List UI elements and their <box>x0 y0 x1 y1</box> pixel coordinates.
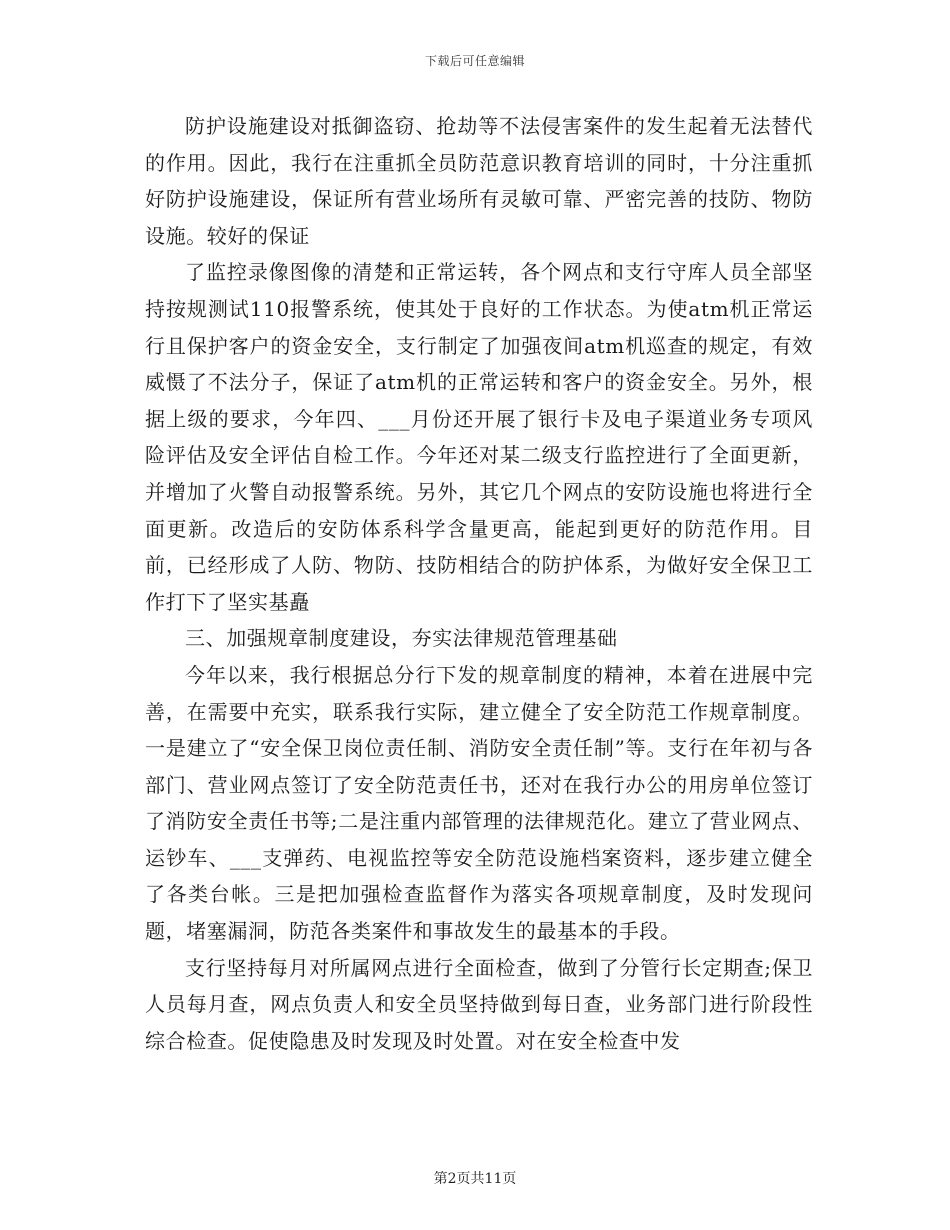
document-body <box>145 108 813 1059</box>
page-number-footer: 第2页共11页 <box>433 1171 517 1187</box>
paragraph-3: 今年以来，我行根据总分行下发的规章制度的精神，本着在进展中完善，在需要中充实，联系我行实际，建立健全了安全防范工作规章制度。一是建立了“安全保卫岗位责任制、消防安全责任制”等。支行在年初与各部门、营业网点签订了安全防范责任书，还对在我行办公的用房单位签订了消防安全责任书等;二是注重内部管理的法律规范化。建立了营业网点、运钞车、___支弹药、电视监控等安全防范设施档案资料，逐步建立健全了各类台帐。三是把加强检查监督作为落实各项规章制度，及时发现问题，堵塞漏洞，防范各类案件和事故发生的最基本的手段。 <box>145 662 813 944</box>
paragraph-2: 了监控录像图像的清楚和正常运转，各个网点和支行守库人员全部坚持按规测试110报警系统，使其处于良好的工作状态。为使atm机正常运行且保护客户的资金安全，支行制定了加强夜间atm机巡查的规定，有效威慑了不法分子，保证了atm机的正常运转和客户的资金安全。另外，根据上级的要求，今年四、___月份还开展了银行卡及电子渠道业务专项风险评估及安全评估自检工作。今年还对某二级支行监控进行了全面更新，并增加了火警自动报警系统。另外，其它几个网点的安防设施也将进行全面更新。改造后的安防体系科学含量更高，能起到更好的防范作用。目前，已经形成了人防、物防、技防相结合的防护体系，为做好安全保卫工作打下了坚实基矗 <box>145 260 813 614</box>
paragraph-4: 支行坚持每月对所属网点进行全面检查，做到了分管行长定期查;保卫人员每月查，网点负责人和安全员坚持做到每日查，业务部门进行阶段性综合检查。促使隐患及时发现及时处置。对在安全检查中发 <box>145 955 813 1053</box>
page-header-note: 下载后可任意编辑 <box>424 54 525 68</box>
section-heading: 三、加强规章制度建设，夯实法律规范管理基础 <box>185 626 618 651</box>
paragraph-1: 防护设施建设对抵御盗窃、抢劫等不法侵害案件的发生起着无法替代的作用。因此，我行在注重抓全员防范意识教育培训的同时，十分注重抓好防护设施建设，保证所有营业场所有灵敏可靠、严密完善的技防、物防设施。较好的保证 <box>145 114 813 248</box>
